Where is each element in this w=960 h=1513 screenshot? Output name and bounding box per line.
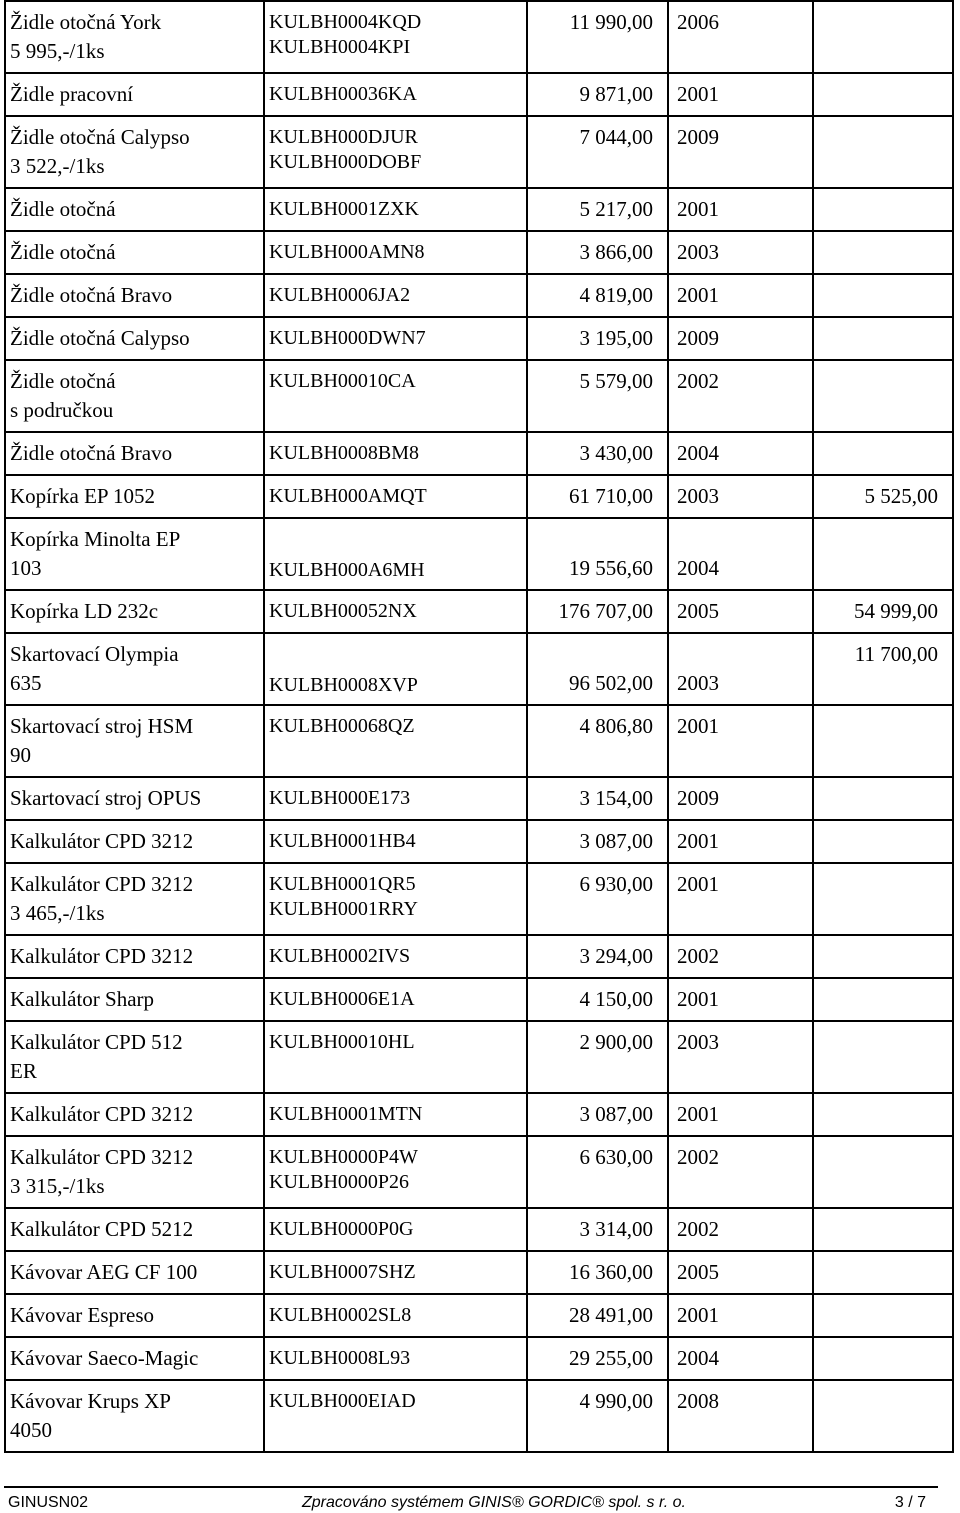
extra-value-cell [813,360,953,432]
year-cell: 2004 [668,432,813,475]
price-cell: 3 294,00 [527,935,668,978]
inventory-code-cell [264,1380,527,1452]
year-cell: 2003 [668,1021,813,1093]
item-name-line: 635 [10,671,42,695]
price-cell: 19 556,60 [527,518,668,590]
report-id: GINUSN02 [8,1494,89,1511]
inventory-code-cell [264,1337,527,1380]
inventory-code-cell [264,705,527,777]
price-cell: 4 819,00 [527,274,668,317]
price-cell: 61 710,00 [527,475,668,518]
table-row [5,1380,953,1452]
price-cell: 6 930,00 [527,863,668,935]
inventory-code: KULBH0001MTN [269,1103,423,1125]
inventory-code: KULBH000DJUR [269,126,418,148]
page-footer [4,1486,938,1512]
item-name-line: 5 995,-/1ks [10,39,105,63]
item-name-line: 3 315,-/1ks [10,1174,105,1198]
price-cell: 28 491,00 [527,1294,668,1337]
item-name-line: Židle otočná [10,197,116,221]
item-name-line: Kalkulátor CPD 3212 [10,944,194,968]
price-cell: 9 871,00 [527,73,668,116]
inventory-code: KULBH0001ZXK [269,198,419,220]
extra-value-cell [813,820,953,863]
extra-value-cell [813,777,953,820]
item-name-cell [5,518,264,590]
item-name-line: Kopírka EP 1052 [10,484,156,508]
price-cell: 2 900,00 [527,1021,668,1093]
table-row [5,1093,953,1136]
inventory-code-cell [264,633,527,705]
inventory-code: KULBH0006JA2 [269,284,411,306]
table-row [5,432,953,475]
item-name-line: 103 [10,556,42,580]
price-cell: 4 806,80 [527,705,668,777]
price-cell: 6 630,00 [527,1136,668,1208]
inventory-code: KULBH00068QZ [269,715,415,737]
table-row [5,820,953,863]
extra-value-cell [813,73,953,116]
inventory-code-cell [264,432,527,475]
inventory-code: KULBH000DOBF [269,151,422,173]
item-name-line: Kalkulátor CPD 3212 [10,1145,194,1169]
extra-value-cell [813,1021,953,1093]
item-name-cell [5,73,264,116]
item-name-cell [5,188,264,231]
extra-value-cell [813,1136,953,1208]
item-name-cell [5,935,264,978]
price-cell: 3 154,00 [527,777,668,820]
price-cell: 3 430,00 [527,432,668,475]
year-cell: 2005 [668,1251,813,1294]
inventory-code: KULBH0000P0G [269,1218,414,1240]
table-row [5,777,953,820]
item-name-line: Kalkulátor CPD 512 [10,1030,183,1054]
inventory-code-cell [264,1136,527,1208]
item-name-cell [5,1,264,73]
inventory-code-cell [264,820,527,863]
item-name-line: Židle pracovní [10,82,134,106]
inventory-code: KULBH0006E1A [269,988,415,1010]
item-name-line: Kalkulátor Sharp [10,987,155,1011]
item-name-cell [5,1294,264,1337]
price-cell: 7 044,00 [527,116,668,188]
inventory-code-cell [264,590,527,633]
item-name-line: Židle otočná [10,240,116,264]
table-row [5,317,953,360]
extra-value-cell: 11 700,00 [813,633,953,705]
price-cell: 3 866,00 [527,231,668,274]
item-name-line: ER [10,1059,37,1083]
table-row [5,590,953,633]
inventory-code: KULBH0000P26 [269,1171,410,1193]
year-cell: 2003 [668,475,813,518]
table-row [5,188,953,231]
item-name-line: Židle otočná Calypso [10,125,190,149]
item-name-line: Kávovar Espreso [10,1303,155,1327]
year-cell: 2001 [668,820,813,863]
price-cell: 29 255,00 [527,1337,668,1380]
table-row [5,231,953,274]
price-cell: 16 360,00 [527,1251,668,1294]
inventory-code: KULBH0004KPI [269,36,411,58]
extra-value-cell [813,1093,953,1136]
table-row [5,633,953,705]
inventory-code: KULBH000EIAD [269,1390,416,1412]
table-row [5,1208,953,1251]
inventory-code-cell [264,475,527,518]
price-cell: 96 502,00 [527,633,668,705]
inventory-code-cell [264,1294,527,1337]
inventory-code: KULBH00052NX [269,600,417,622]
table-row [5,863,953,935]
item-name-line: 90 [10,743,31,767]
item-name-cell [5,1380,264,1452]
table-row [5,705,953,777]
item-name-cell [5,1251,264,1294]
table-row [5,1337,953,1380]
inventory-code: KULBH0008BM8 [269,442,420,464]
price-cell: 3 087,00 [527,820,668,863]
year-cell: 2006 [668,1,813,73]
price-cell: 176 707,00 [527,590,668,633]
inventory-table-body [5,1,953,1452]
table-row [5,475,953,518]
extra-value-cell: 5 525,00 [813,475,953,518]
processed-by-text: Zpracováno systémem GINIS® GORDIC® spol. s r. o. [302,1494,686,1511]
item-name-line: Kávovar Krups XP [10,1389,171,1413]
inventory-code-cell [264,935,527,978]
year-cell: 2003 [668,231,813,274]
extra-value-cell [813,317,953,360]
item-name-line: Kávovar AEG CF 100 [10,1260,198,1284]
table-row [5,1021,953,1093]
year-cell: 2001 [668,863,813,935]
extra-value-cell [813,1380,953,1452]
item-name-cell [5,1136,264,1208]
inventory-code: KULBH0000P4W [269,1146,418,1168]
item-name-cell [5,475,264,518]
item-name-cell [5,360,264,432]
year-cell: 2004 [668,1337,813,1380]
inventory-code: KULBH0008XVP [269,674,418,696]
year-cell: 2002 [668,1208,813,1251]
extra-value-cell [813,518,953,590]
table-row [5,1294,953,1337]
inventory-code-cell [264,231,527,274]
table-row [5,73,953,116]
item-name-line: Skartovací Olympia [10,642,179,666]
year-cell: 2003 [668,633,813,705]
year-cell: 2008 [668,1380,813,1452]
year-cell: 2002 [668,935,813,978]
inventory-code-cell [264,1,527,73]
price-cell: 3 314,00 [527,1208,668,1251]
extra-value-cell [813,188,953,231]
inventory-code: KULBH0002SL8 [269,1304,412,1326]
item-name-cell [5,820,264,863]
price-cell: 3 195,00 [527,317,668,360]
extra-value-cell [813,116,953,188]
extra-value-cell [813,978,953,1021]
price-cell: 4 150,00 [527,978,668,1021]
item-name-cell [5,432,264,475]
inventory-code: KULBH0001RRY [269,898,418,920]
year-cell: 2001 [668,1294,813,1337]
item-name-cell [5,705,264,777]
table-row [5,116,953,188]
price-cell: 5 217,00 [527,188,668,231]
inventory-code-cell [264,1208,527,1251]
extra-value-cell [813,705,953,777]
inventory-code-cell [264,317,527,360]
year-cell: 2001 [668,274,813,317]
inventory-code-cell [264,518,527,590]
item-name-cell [5,633,264,705]
inventory-code: KULBH000AMN8 [269,241,425,263]
inventory-code: KULBH0008L93 [269,1347,411,1369]
item-name-cell [5,777,264,820]
inventory-table [4,0,954,1453]
item-name-cell [5,1021,264,1093]
table-row [5,1136,953,1208]
table-row [5,360,953,432]
item-name-cell [5,317,264,360]
item-name-cell [5,1337,264,1380]
table-row [5,935,953,978]
item-name-line: Kalkulátor CPD 3212 [10,829,194,853]
inventory-code: KULBH0007SHZ [269,1261,416,1283]
item-name-line: Skartovací stroj HSM [10,714,194,738]
item-name-line: Kalkulátor CPD 5212 [10,1217,194,1241]
inventory-code-cell [264,116,527,188]
year-cell: 2009 [668,317,813,360]
item-name-cell [5,863,264,935]
inventory-code: KULBH0004KQD [269,11,422,33]
inventory-code: KULBH000DWN7 [269,327,426,349]
year-cell: 2009 [668,777,813,820]
item-name-line: 3 522,-/1ks [10,154,105,178]
item-name-line: Židle otočná Bravo [10,441,173,465]
item-name-line: Skartovací stroj OPUS [10,786,202,810]
inventory-code-cell [264,1251,527,1294]
table-row [5,978,953,1021]
extra-value-cell [813,1,953,73]
inventory-code-cell [264,274,527,317]
extra-value-cell [813,432,953,475]
inventory-code: KULBH0001HB4 [269,830,416,852]
year-cell: 2001 [668,978,813,1021]
extra-value-cell [813,1294,953,1337]
item-name-line: Kalkulátor CPD 3212 [10,1102,194,1126]
inventory-code-cell [264,360,527,432]
item-name-cell [5,231,264,274]
inventory-code: KULBH00010CA [269,370,416,392]
inventory-code-cell [264,73,527,116]
price-cell: 4 990,00 [527,1380,668,1452]
table-row [5,518,953,590]
extra-value-cell [813,1251,953,1294]
extra-value-cell [813,863,953,935]
item-name-cell [5,274,264,317]
extra-value-cell [813,274,953,317]
item-name-cell [5,1208,264,1251]
inventory-code-cell [264,188,527,231]
price-cell: 11 990,00 [527,1,668,73]
item-name-line: Kopírka Minolta EP [10,527,181,551]
inventory-code: KULBH00010HL [269,1031,415,1053]
year-cell: 2005 [668,590,813,633]
inventory-code-cell [264,777,527,820]
item-name-cell [5,116,264,188]
year-cell: 2004 [668,518,813,590]
inventory-code-cell [264,1021,527,1093]
item-name-line: 3 465,-/1ks [10,901,105,925]
inventory-code: KULBH00036KA [269,83,417,105]
item-name-line: Kalkulátor CPD 3212 [10,872,194,896]
year-cell: 2002 [668,360,813,432]
inventory-code: KULBH000E173 [269,787,411,809]
table-row [5,274,953,317]
inventory-code: KULBH0002IVS [269,945,411,967]
year-cell: 2009 [668,116,813,188]
year-cell: 2002 [668,1136,813,1208]
item-name-line: Židle otočná Bravo [10,283,173,307]
inventory-code-cell [264,1093,527,1136]
item-name-line: Židle otočná [10,369,116,393]
item-name-cell [5,978,264,1021]
item-name-cell [5,1093,264,1136]
inventory-code-cell [264,863,527,935]
extra-value-cell [813,935,953,978]
inventory-code: KULBH000A6MH [269,559,425,581]
item-name-line: 4050 [10,1418,52,1442]
item-name-line: s područkou [10,398,114,422]
item-name-line: Kávovar Saeco-Magic [10,1346,199,1370]
table-row [5,1251,953,1294]
year-cell: 2001 [668,705,813,777]
year-cell: 2001 [668,1093,813,1136]
extra-value-cell [813,231,953,274]
inventory-code: KULBH0001QR5 [269,873,416,895]
year-cell: 2001 [668,73,813,116]
extra-value-cell [813,1208,953,1251]
extra-value-cell [813,1337,953,1380]
price-cell: 5 579,00 [527,360,668,432]
item-name-cell [5,590,264,633]
year-cell: 2001 [668,188,813,231]
page-number: 3 / 7 [894,1494,926,1511]
item-name-line: Židle otočná Calypso [10,326,190,350]
inventory-code: KULBH000AMQT [269,485,427,507]
table-row [5,1,953,73]
item-name-line: Kopírka LD 232c [10,599,159,623]
inventory-code-cell [264,978,527,1021]
item-name-line: Židle otočná York [10,10,162,34]
extra-value-cell: 54 999,00 [813,590,953,633]
price-cell: 3 087,00 [527,1093,668,1136]
